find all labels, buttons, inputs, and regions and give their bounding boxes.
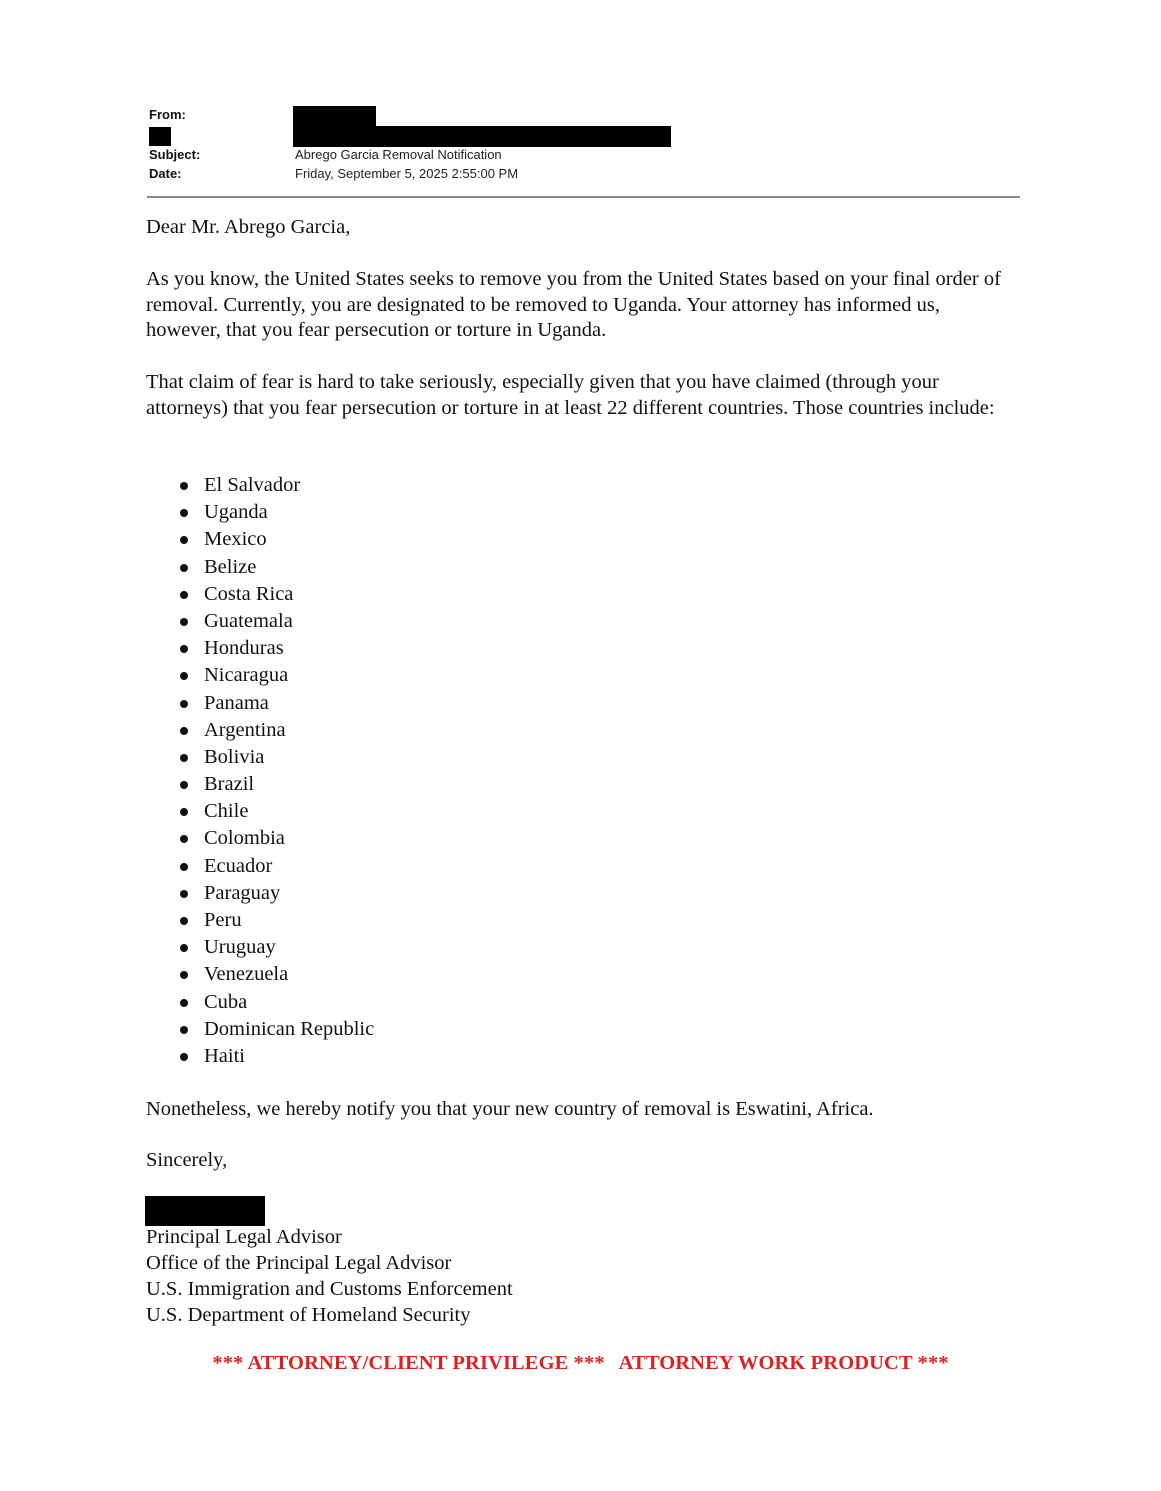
footer-work-product-text: ATTORNEY WORK PRODUCT *** (618, 1352, 949, 1374)
country-list-item: El Salvador (178, 472, 374, 499)
country-list-item: Honduras (178, 635, 374, 662)
country-list-item: Haiti (178, 1043, 374, 1070)
paragraph-1: As you know, the United States seeks to remove you from the United States based on your final order of removal. Currently, you are designated to be removed to Uganda. Your attorney has informed us, however, that you fear persecution or torture in Uganda. (146, 268, 1001, 342)
country-list-item: Uganda (178, 499, 374, 526)
country-list-item: Bolivia (178, 744, 374, 771)
date-label: Date: (149, 166, 182, 181)
footer-privilege-text: *** ATTORNEY/CLIENT PRIVILEGE *** (212, 1352, 605, 1374)
country-list (178, 472, 374, 1070)
header-divider (147, 196, 1020, 198)
country-list-item: Brazil (178, 771, 374, 798)
country-list-item: Cuba (178, 989, 374, 1016)
country-list-item: Mexico (178, 526, 374, 553)
from-label: From: (149, 107, 186, 122)
paragraph-2: That claim of fear is hard to take seriously, especially given that you have claimed (through your attorneys) that you fear persecution or torture in at least 22 different countries. Those countries include: (146, 371, 995, 419)
subject-label: Subject: (149, 147, 201, 162)
signature-line-department: U.S. Department of Homeland Security (146, 1304, 471, 1326)
country-list-item: Ecuador (178, 853, 374, 880)
signature-line-office: Office of the Principal Legal Advisor (146, 1252, 452, 1274)
date-value: Friday, September 5, 2025 2:55:00 PM (295, 166, 519, 181)
country-list-item: Chile (178, 798, 374, 825)
redacted-signatory-name (145, 1196, 265, 1226)
signature-line-agency: U.S. Immigration and Customs Enforcement (146, 1278, 513, 1300)
country-list-item: Argentina (178, 717, 374, 744)
country-list-item: Peru (178, 907, 374, 934)
redacted-to-label (149, 127, 171, 146)
country-list-item: Costa Rica (178, 581, 374, 608)
country-list-item: Dominican Republic (178, 1016, 374, 1043)
country-list-item: Panama (178, 690, 374, 717)
paragraph-3: Nonetheless, we hereby notify you that your new country of removal is Eswatini, Africa. (146, 1098, 874, 1120)
country-list-item: Nicaragua (178, 662, 374, 689)
redacted-sender-name (293, 106, 376, 126)
signature-block (146, 1224, 513, 1328)
country-list-item: Uruguay (178, 934, 374, 961)
country-list-item: Venezuela (178, 961, 374, 988)
country-list-item: Belize (178, 554, 374, 581)
country-list-item: Paraguay (178, 880, 374, 907)
subject-value: Abrego Garcia Removal Notification (295, 147, 502, 162)
salutation: Dear Mr. Abrego Garcia, (146, 216, 351, 238)
country-list-item: Guatemala (178, 608, 374, 635)
signature-line-title: Principal Legal Advisor (146, 1226, 342, 1248)
privilege-footer (0, 1352, 1161, 1375)
country-list-item: Colombia (178, 825, 374, 852)
redacted-sender-address (293, 126, 671, 147)
closing: Sincerely, (146, 1149, 228, 1171)
